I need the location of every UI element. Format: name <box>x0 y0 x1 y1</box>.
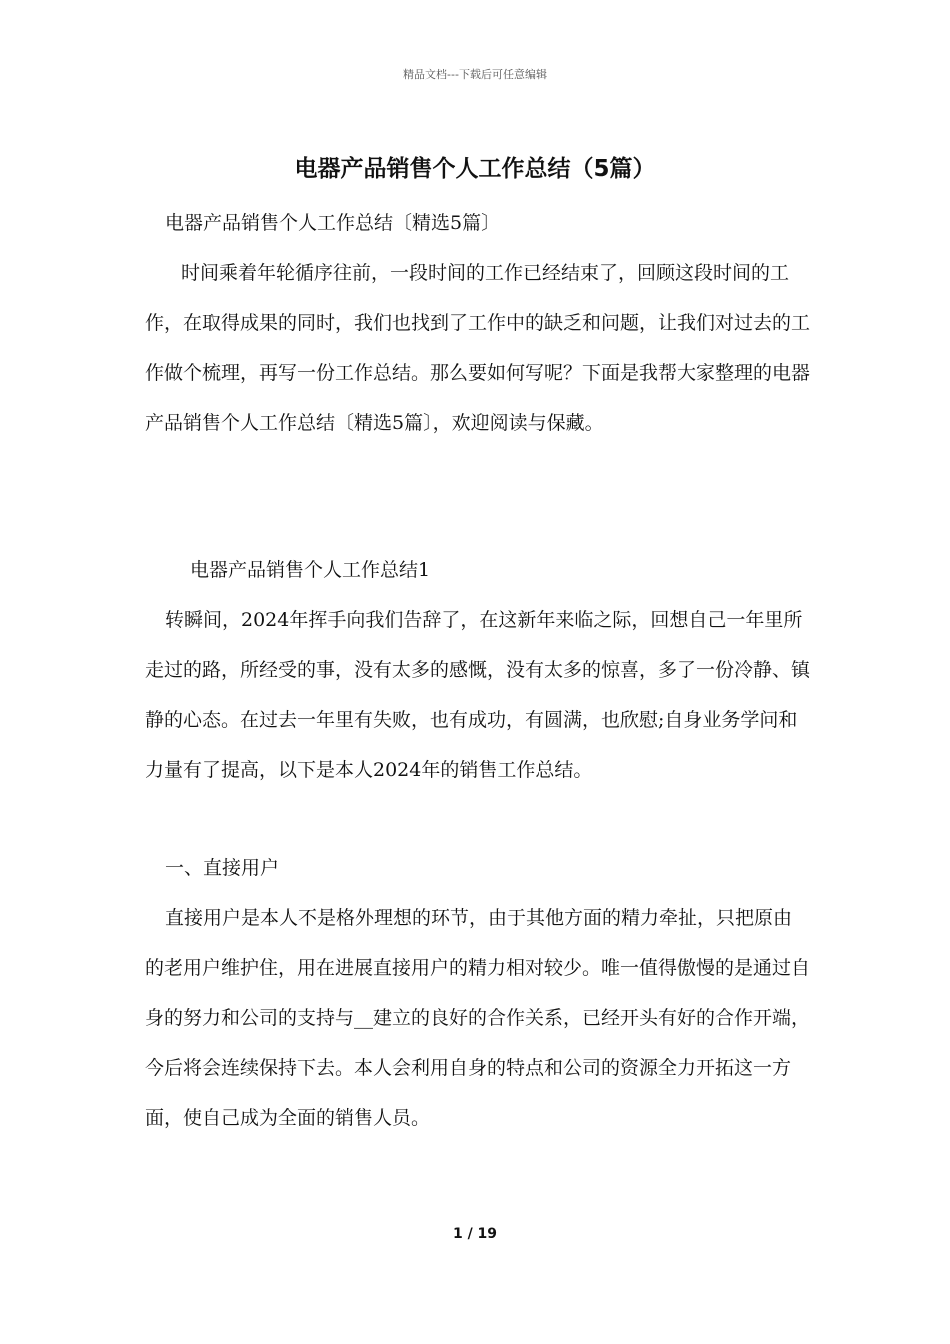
document-title: 电器产品销售个人工作总结（5篇） <box>294 156 656 182</box>
intro-paragraph: 时间乘着年轮循序往前，一段时间的工作已经结束了，回顾这段时间的工作，在取得成果的同时，我们也找到了工作中的缺乏和问题，让我们对过去的工作做个梳理，再写一份工作总结。那么要如何写呢？下面是我帮大家整理的电器产品销售个人工作总结〔精选5篇〕，欢迎阅读与保藏。 <box>145 262 811 434</box>
body-paragraph-2: 直接用户是本人不是格外理想的环节，由于其他方面的精力牵扯，只把原由的老用户维护住，用在进展直接用户的精力相对较少。唯一值得傲慢的是通过自身的努力和公司的支持与__建立的良好的合作关系，已经开头有好的合作开端，今后将会连续保持下去。本人会利用自身的特点和公司的资源全力开拓这一方面，使自己成为全面的销售人员。 <box>145 907 811 1129</box>
header-note: 精品文档---下载后可任意编辑 <box>403 68 547 81</box>
document-subtitle: 电器产品销售个人工作总结〔精选5篇〕 <box>165 212 501 234</box>
section-heading: 电器产品销售个人工作总结1 <box>190 559 431 581</box>
body-paragraph-1: 转瞬间，2024年挥手向我们告辞了，在这新年来临之际，回想自己一年里所走过的路，所经受的事，没有太多的感慨，没有太多的惊喜，多了一份冷静、镇静的心态。在过去一年里有失败，也有成功，有圆满，也欣慰;自身业务学问和力量有了提高，以下是本人2024年的销售工作总结。 <box>145 609 811 781</box>
page-number: 1 / 19 <box>452 1226 498 1242</box>
item-heading: 一、直接用户 <box>165 857 280 879</box>
